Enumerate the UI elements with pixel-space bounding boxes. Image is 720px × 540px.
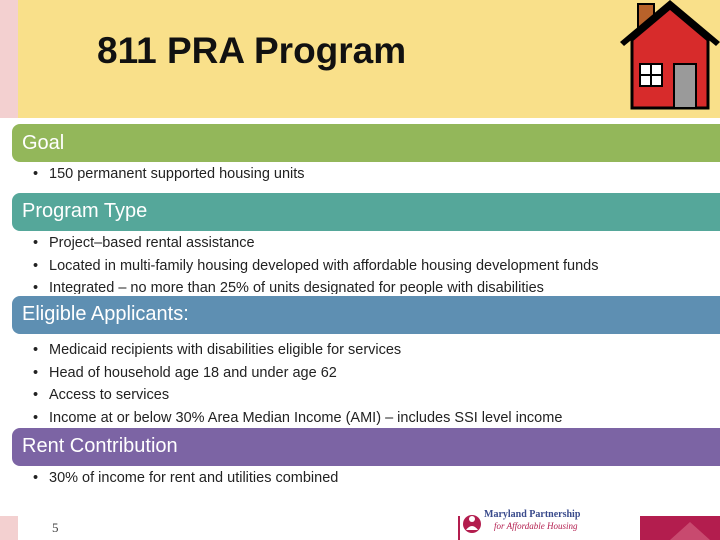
- section-heading: Goal: [22, 132, 65, 154]
- list-item: • 30% of income for rent and utilities combined: [30, 467, 338, 490]
- section-header-program-type: [12, 193, 720, 231]
- section-header-rent-contribution: [12, 428, 720, 466]
- logo-line-1: Maryland Partnership: [484, 509, 581, 520]
- program-type-list: [30, 232, 598, 294]
- page-number: 5: [52, 520, 59, 535]
- footer-number-box: [18, 516, 458, 540]
- list-item: • Integrated – no more than 25% of units designated for people with disabilities: [30, 277, 598, 294]
- house-icon: [620, 0, 720, 112]
- logo-line-2: for Affordable Housing: [494, 521, 578, 531]
- section-header-goal: [12, 124, 720, 162]
- page-title: 811 PRA Program: [97, 30, 407, 71]
- rent-contribution-list: [30, 467, 338, 490]
- goal-list: [30, 163, 305, 186]
- footer-edge: [0, 516, 18, 540]
- list-item: • Income at or below 30% Area Median Income (AMI) – includes SSI level income: [30, 407, 562, 430]
- list-item: • Medicaid recipients with disabilities eligible for services: [30, 339, 562, 362]
- list-item: • 150 permanent supported housing units: [30, 163, 305, 186]
- section-heading: Eligible Applicants:: [22, 303, 189, 325]
- eligible-applicants-list: [30, 339, 562, 429]
- section-heading: Rent Contribution: [22, 435, 178, 457]
- list-item: • Access to services: [30, 384, 562, 407]
- list-item: • Head of household age 18 and under age 62: [30, 362, 562, 385]
- section-header-eligible-applicants: [12, 296, 720, 334]
- list-item: • Located in multi-family housing developed with affordable housing development funds: [30, 255, 598, 278]
- section-heading: Program Type: [22, 200, 148, 222]
- title-band-edge: [0, 0, 18, 118]
- list-item: • Project–based rental assistance: [30, 232, 598, 255]
